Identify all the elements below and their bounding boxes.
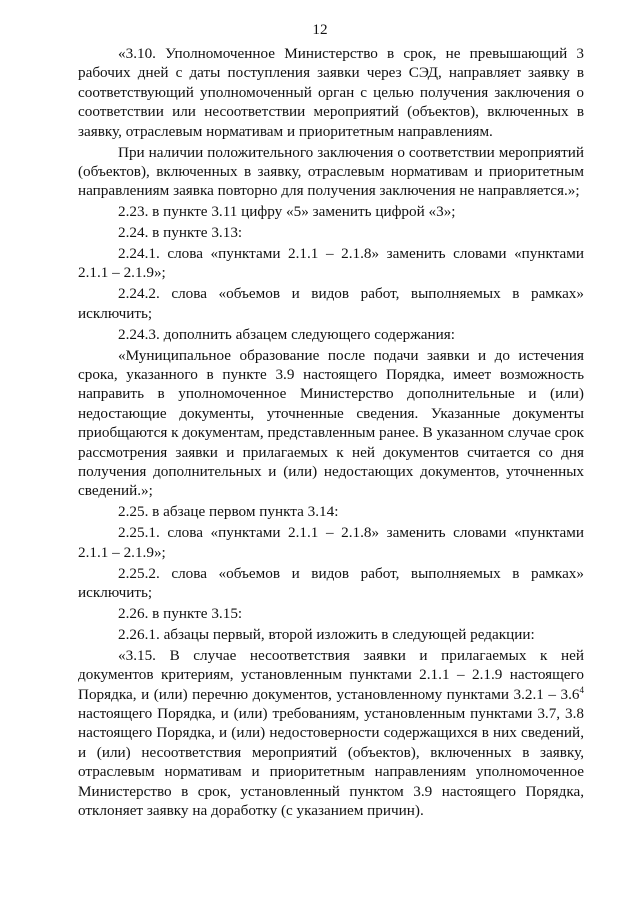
paragraph-2-26-1: 2.26.1. абзацы первый, второй изложить в следующей редакции: [118,625,535,643]
paragraph-2-24-1: 2.24.1. слова «пунктами 2.1.1 – 2.1.8» заменить словами «пунктами 2.1.1 – 2.1.9»; [78,245,584,282]
paragraph-positive-conclusion: При наличии положительного заключения о соответствии мероприятий (объектов), включенных в заявку, отраслевым нормативам и приоритетным направлениям заявка повторно для получения заключения не направляется.»; [78,143,584,200]
paragraph-3-10: «3.10. Уполномоченное Министерство в срок, не превышающий 3 рабочих дней с даты поступления заявки через СЭД, направляет заявку в соответствующий уполномоченный орган с целью получения заключения о соответствии или несоответствии мероприятий (объектов), включенных в заявку, отраслевым нормативам и приоритетным направлениям. [78,45,584,140]
paragraph-2-23: 2.23. в пункте 3.11 цифру «5» заменить цифрой «3»; [118,203,456,221]
paragraph-2-25-1: 2.25.1. слова «пунктами 2.1.1 – 2.1.8» заменить словами «пунктами 2.1.1 – 2.1.9»; [78,524,584,561]
paragraph-2-24-3: 2.24.3. дополнить абзацем следующего содержания: [118,325,455,343]
page-number: 12 [312,21,328,38]
paragraph-3-15 [78,646,584,821]
paragraph-2-25-2: 2.25.2. слова «объемов и видов работ, выполняемых в рамках» исключить; [78,564,584,601]
paragraph-municipal-addition: «Муниципальное образование после подачи заявки и до истечения срока, указанного в пункте 3.9 настоящего Порядка, имеет возможность направить в уполномоченное Министерство дополнительные и (или) недостающие документы, уточненные сведения. Указанные документы приобщаются к документам, представленным ранее. В указанном случае срок рассмотрения заявки и прилагаемых к ней документов считается со дня получения дополнительных и (или) недостающих документов, уточненных сведений.»; [78,346,584,500]
paragraph-2-24: 2.24. в пункте 3.13: [118,224,243,242]
paragraph-3-15-text-b: настоящего Порядка, и (или) требованиям, установленным пунктами 3.7, 3.8 настоящего Порядка, и (или) недостоверности содержащихся в них сведений, и (или) несоответствия мероприятий (объектов), включенных в заявку, отраслевым нормативам и приоритетным направлениям уполномоченное Министерство в срок, установленный пунктом 3.9 настоящего Порядка, отклоняет заявку на доработку (с указанием причин). [78,704,584,819]
paragraph-2-24-2: 2.24.2. слова «объемов и видов работ, выполняемых в рамках» исключить; [78,285,584,322]
paragraph-2-26: 2.26. в пункте 3.15: [118,604,243,622]
superscript-4: 4 [579,684,584,695]
paragraph-3-15-text-a: «3.15. В случае несоответствия заявки и прилагаемых к ней документов критериям, установленным пунктами 2.1.1 – 2.1.9 настоящего Порядка, и (или) перечню документов, установленному пунктами 3.2.1 – 3.6 [78,646,584,703]
document-body [78,44,584,822]
paragraph-2-25: 2.25. в абзаце первом пункта 3.14: [118,503,339,521]
